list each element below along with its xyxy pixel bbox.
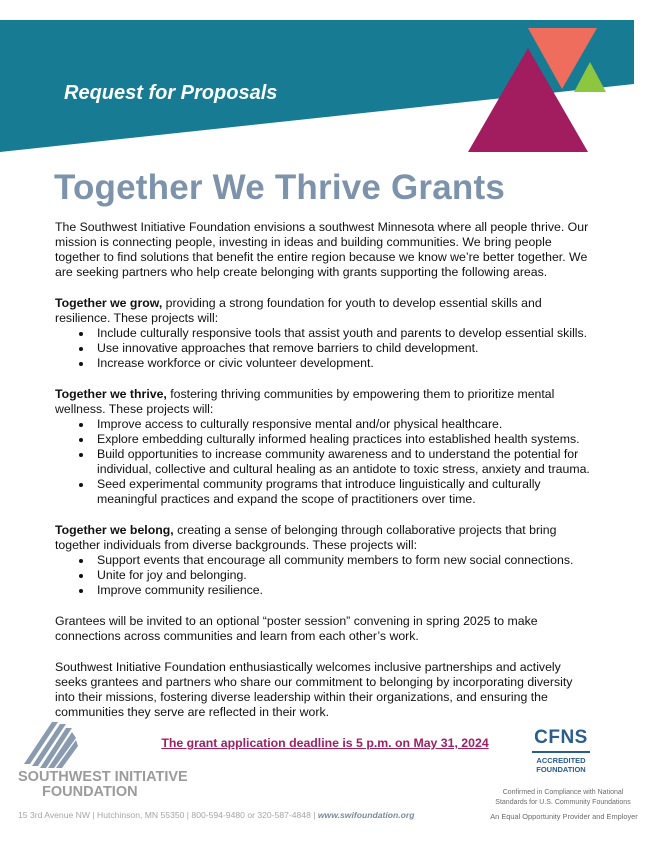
- deadline-text: The grant application deadline is 5 p.m. on May 31, 2024: [161, 736, 489, 750]
- logo-line-2: FOUNDATION: [42, 784, 138, 800]
- equal-opportunity-note: An Equal Opportunity Provider and Employer: [490, 812, 638, 821]
- poster-session-paragraph: Grantees will be invited to an optional “poster session” convening in spring 2025 to make connections across communities and learn from each other’s work.: [55, 614, 538, 643]
- cfns-mark: CFNS: [534, 727, 588, 748]
- address-text: 15 3rd Avenue NW | Hutchinson, MN 55350 | 800-594-9480 or 320-587-4848 |: [18, 810, 318, 820]
- section-text: fostering thriving communities by empowering them to prioritize mental wellness. These projects will:: [55, 387, 555, 416]
- section-heading: Together we grow,: [55, 296, 163, 310]
- section-text: creating a sense of belonging through collaborative projects that bring together individuals from diverse backgrounds. These projects will:: [55, 523, 557, 552]
- page-title: Together We Thrive Grants: [54, 168, 506, 207]
- list-item: • Seed experimental community programs that introduce linguistically and culturally meaningful practices and expand the scope of practitioners over time.: [93, 477, 595, 507]
- document-body: [55, 220, 595, 767]
- cfns-foundation: FOUNDATION: [536, 765, 586, 774]
- cfns-divider: [532, 751, 590, 753]
- list-item: • Increase workforce or civic volunteer development.: [93, 356, 595, 371]
- banner-title: Request for Proposals: [64, 82, 278, 104]
- list-item: • Explore embedding culturally informed healing practices into established health systems.: [93, 432, 595, 447]
- header-banner: [0, 0, 650, 160]
- website-link[interactable]: www.swifoundation.org: [317, 810, 415, 820]
- list-item: • Include culturally responsive tools that assist youth and parents to develop essential skills.: [93, 326, 595, 341]
- section-lead: [55, 387, 595, 417]
- section-grow: [55, 296, 595, 371]
- list-item: • Improve access to culturally responsive mental and/or physical healthcare.: [93, 417, 595, 432]
- section-lead: [55, 296, 595, 326]
- footer-address: [18, 810, 414, 820]
- section-text: providing a strong foundation for youth to develop essential skills and resilience. These projects will:: [55, 296, 542, 325]
- section-lead: [55, 523, 595, 553]
- list-item: • Build opportunities to increase community awareness and to understand the potential for individual, collective and cultural healing as an antidote to toxic stress, anxiety and trauma.: [93, 447, 595, 477]
- list-item: • Support events that encourage all community members to form new social connections.: [93, 553, 595, 568]
- logo-line-1: SOUTHWEST INITIATIVE: [18, 769, 188, 785]
- section-heading: Together we belong,: [55, 523, 174, 537]
- cfns-accredited: ACCREDITED: [536, 756, 586, 765]
- section-belong: [55, 523, 595, 598]
- section-thrive: [55, 387, 595, 507]
- bullet-list: [55, 326, 595, 371]
- list-item: • Improve community resilience.: [93, 583, 595, 598]
- list-item: • Use innovative approaches that remove barriers to child development.: [93, 341, 595, 356]
- compliance-note: Confirmed in Compliance with National Standards for U.S. Community Foundations: [495, 789, 631, 806]
- bullet-list: [55, 417, 595, 507]
- intro-paragraph: The Southwest Initiative Foundation envisions a southwest Minnesota where all people thrive. Our mission is connecting people, investing in ideas and building communities. We bring people together to find solutions that benefit the entire region because we know we’re better together. We are seeking partners who help create belonging with grants supporting the following areas.: [55, 220, 589, 279]
- cfns-badge: [532, 728, 590, 774]
- bullet-list: [55, 553, 595, 598]
- list-item: • Unite for joy and belonging.: [93, 568, 595, 583]
- section-heading: Together we thrive,: [55, 387, 167, 401]
- foundation-logo-text: [18, 770, 188, 800]
- inclusion-paragraph: Southwest Initiative Foundation enthusiastically welcomes inclusive partnerships and actively seeks grantees and partners who share our commitment to belonging by incorporating diversity into their missions, fostering diverse leadership within their organizations, and ensuring the communities they serve are reflected in their work.: [55, 660, 573, 719]
